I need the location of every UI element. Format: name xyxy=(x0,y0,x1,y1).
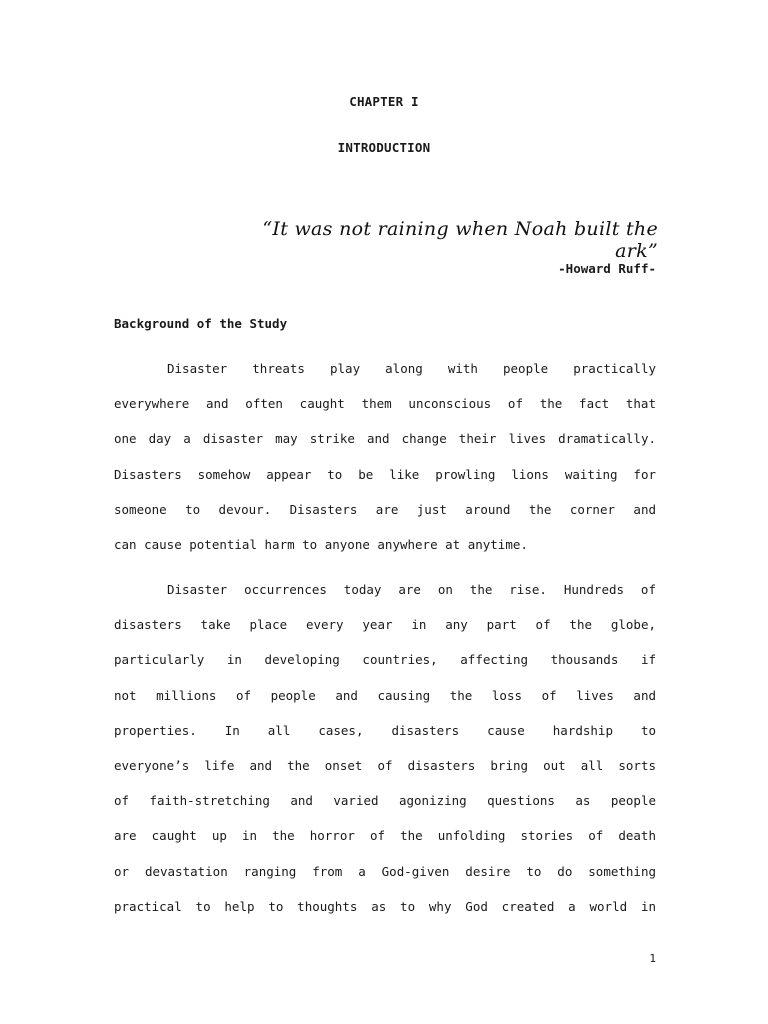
paragraph-line: properties. In all cases, disasters cause hardship to xyxy=(114,722,656,738)
paragraph-line: not millions of people and causing the loss of lives and xyxy=(114,687,656,703)
paragraph-line: are caught up in the horror of the unfolding stories of death xyxy=(114,828,656,844)
paragraph-line: practical to help to thoughts as to why God created a world in xyxy=(114,898,656,914)
paragraph-line: or devastation ranging from a God-given desire to do something xyxy=(114,863,656,879)
paragraph-line: particularly in developing countries, affecting thousands if xyxy=(114,652,656,668)
paragraph-1 xyxy=(114,351,656,562)
chapter-heading: CHAPTER I xyxy=(349,94,419,109)
paragraph-line: one day a disaster may strike and change their lives dramatically. xyxy=(114,431,656,447)
paragraph-line: Disaster occurrences today are on the rise. Hundreds of xyxy=(167,582,656,597)
paragraph-2 xyxy=(114,572,656,924)
paragraph-line: Disasters somehow appear to be like prowling lions waiting for xyxy=(114,466,656,482)
paragraph-line: disasters take place every year in any part of the globe, xyxy=(114,617,656,633)
paragraph-line: someone to devour. Disasters are just around the corner and xyxy=(114,501,656,517)
paragraph-line: can cause potential harm to anyone anywhere at anytime. xyxy=(114,536,528,552)
epigraph-quote: “It was not raining when Noah built the ark” xyxy=(262,218,658,262)
chapter-title: INTRODUCTION xyxy=(337,140,431,155)
paragraph-line: everyone’s life and the onset of disasters bring out all sorts xyxy=(114,757,656,773)
paragraph-line: of faith-stretching and varied agonizing questions as people xyxy=(114,793,656,809)
paragraph-line: Disaster threats play along with people practically xyxy=(167,361,656,376)
page-number: 1 xyxy=(649,952,656,965)
epigraph-attribution: -Howard Ruff- xyxy=(558,261,656,276)
section-heading: Background of the Study xyxy=(114,316,288,331)
paragraph-line: everywhere and often caught them unconscious of the fact that xyxy=(114,396,656,412)
